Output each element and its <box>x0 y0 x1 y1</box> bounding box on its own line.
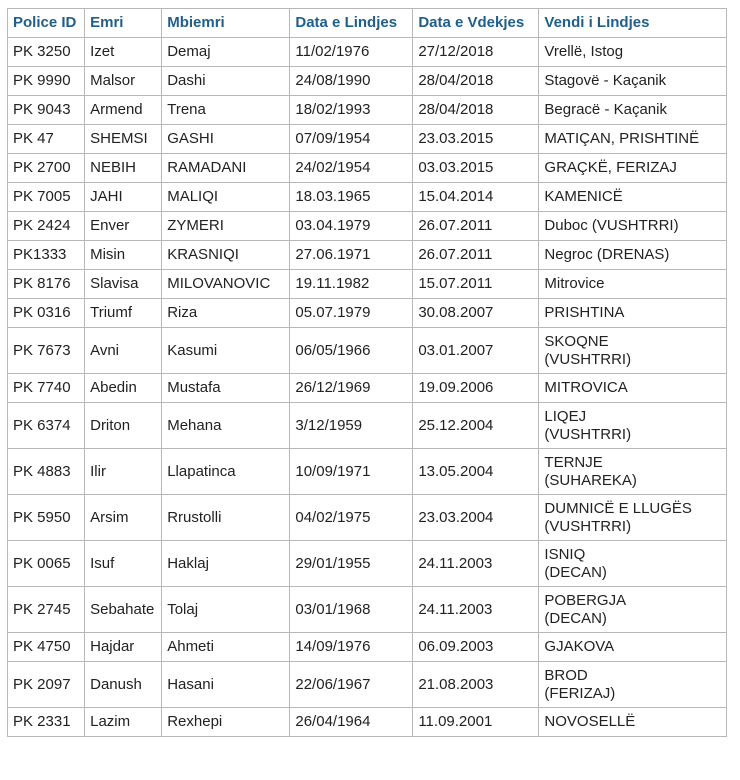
table-row <box>8 708 727 737</box>
cell-mbiemri: Riza <box>162 299 290 328</box>
cell-vendi-lindjes <box>539 374 727 403</box>
cell-police-id: PK1333 <box>8 241 85 270</box>
cell-vendi-lindjes <box>539 270 727 299</box>
cell-data-vdekjes: 23.03.2015 <box>413 125 539 154</box>
cell-mbiemri: GASHI <box>162 125 290 154</box>
cell-police-id: PK 4883 <box>8 449 85 495</box>
cell-police-id: PK 5950 <box>8 495 85 541</box>
place-line: Begracë - Kaçanik <box>544 101 667 118</box>
cell-police-id: PK 2331 <box>8 708 85 737</box>
place-line: Vrellë, Istog <box>544 43 624 60</box>
cell-police-id: PK 9990 <box>8 67 85 96</box>
cell-emri: Misin <box>85 241 162 270</box>
place-line: (VUSHTRRI) <box>544 350 632 368</box>
place-line: Stagovë - Kaçanik <box>544 72 667 89</box>
cell-mbiemri: ZYMERI <box>162 212 290 241</box>
table-row <box>8 662 727 708</box>
table-row <box>8 328 727 374</box>
place-line: Duboc (VUSHTRRI) <box>544 217 679 234</box>
cell-emri: Slavisa <box>85 270 162 299</box>
cell-data-vdekjes: 03.01.2007 <box>413 328 539 374</box>
cell-vendi-lindjes <box>539 541 727 587</box>
cell-police-id: PK 7673 <box>8 328 85 374</box>
cell-data-lindjes: 18/02/1993 <box>290 96 413 125</box>
cell-data-vdekjes: 15.04.2014 <box>413 183 539 212</box>
cell-vendi-lindjes <box>539 125 727 154</box>
cell-data-lindjes: 10/09/1971 <box>290 449 413 495</box>
table-row <box>8 299 727 328</box>
cell-emri: Izet <box>85 38 162 67</box>
cell-data-lindjes: 05.07.1979 <box>290 299 413 328</box>
cell-data-lindjes: 18.03.1965 <box>290 183 413 212</box>
cell-data-vdekjes: 03.03.2015 <box>413 154 539 183</box>
cell-data-vdekjes: 27/12/2018 <box>413 38 539 67</box>
cell-mbiemri: Dashi <box>162 67 290 96</box>
table-row <box>8 495 727 541</box>
cell-data-lindjes: 22/06/1967 <box>290 662 413 708</box>
cell-police-id: PK 4750 <box>8 633 85 662</box>
table-row <box>8 270 727 299</box>
cell-police-id: PK 7740 <box>8 374 85 403</box>
cell-vendi-lindjes <box>539 212 727 241</box>
table-row <box>8 403 727 449</box>
header-vendi-lindjes: Vendi i Lindjes <box>539 9 727 38</box>
cell-vendi-lindjes <box>539 154 727 183</box>
cell-mbiemri: Ahmeti <box>162 633 290 662</box>
cell-emri: Driton <box>85 403 162 449</box>
cell-mbiemri: Llapatinca <box>162 449 290 495</box>
header-police-id: Police ID <box>8 9 85 38</box>
table-row <box>8 633 727 662</box>
place-line: (VUSHTRRI) <box>544 517 632 535</box>
place-line: (DECAN) <box>544 609 607 627</box>
table-row <box>8 241 727 270</box>
table-row <box>8 449 727 495</box>
place-line: POBERGJA <box>544 591 627 609</box>
cell-data-lindjes: 26/12/1969 <box>290 374 413 403</box>
cell-data-vdekjes: 30.08.2007 <box>413 299 539 328</box>
cell-data-vdekjes: 25.12.2004 <box>413 403 539 449</box>
cell-mbiemri: KRASNIQI <box>162 241 290 270</box>
cell-data-lindjes: 03/01/1968 <box>290 587 413 633</box>
place-line: (VUSHTRRI) <box>544 425 632 443</box>
place-line: Negroc (DRENAS) <box>544 246 670 263</box>
cell-data-vdekjes: 28/04/2018 <box>413 96 539 125</box>
cell-vendi-lindjes <box>539 587 727 633</box>
cell-vendi-lindjes <box>539 96 727 125</box>
cell-emri: Arsim <box>85 495 162 541</box>
place-line: KAMENICË <box>544 188 623 205</box>
cell-data-vdekjes: 19.09.2006 <box>413 374 539 403</box>
cell-police-id: PK 47 <box>8 125 85 154</box>
header-emri: Emri <box>85 9 162 38</box>
cell-vendi-lindjes <box>539 328 727 374</box>
cell-mbiemri: Kasumi <box>162 328 290 374</box>
cell-police-id: PK 2097 <box>8 662 85 708</box>
cell-data-lindjes: 04/02/1975 <box>290 495 413 541</box>
table-row <box>8 212 727 241</box>
cell-emri: Malsor <box>85 67 162 96</box>
table-row <box>8 96 727 125</box>
cell-data-vdekjes: 24.11.2003 <box>413 587 539 633</box>
cell-mbiemri: Hasani <box>162 662 290 708</box>
cell-mbiemri: Mustafa <box>162 374 290 403</box>
place-line: PRISHTINA <box>544 304 625 321</box>
cell-vendi-lindjes <box>539 241 727 270</box>
place-line: GJAKOVA <box>544 638 615 655</box>
cell-data-vdekjes: 11.09.2001 <box>413 708 539 737</box>
cell-mbiemri: RAMADANI <box>162 154 290 183</box>
cell-emri: Avni <box>85 328 162 374</box>
table-row <box>8 125 727 154</box>
cell-data-lindjes: 24/02/1954 <box>290 154 413 183</box>
cell-police-id: PK 3250 <box>8 38 85 67</box>
cell-data-lindjes: 11/02/1976 <box>290 38 413 67</box>
cell-vendi-lindjes <box>539 708 727 737</box>
cell-emri: Abedin <box>85 374 162 403</box>
cell-data-lindjes: 26/04/1964 <box>290 708 413 737</box>
cell-mbiemri: MILOVANOVIC <box>162 270 290 299</box>
cell-emri: Isuf <box>85 541 162 587</box>
table-row <box>8 154 727 183</box>
cell-emri: Hajdar <box>85 633 162 662</box>
cell-vendi-lindjes <box>539 299 727 328</box>
cell-data-vdekjes: 24.11.2003 <box>413 541 539 587</box>
cell-data-lindjes: 03.04.1979 <box>290 212 413 241</box>
cell-mbiemri: Tolaj <box>162 587 290 633</box>
header-mbiemri: Mbiemri <box>162 9 290 38</box>
table-row <box>8 587 727 633</box>
place-line: BROD <box>544 666 588 684</box>
cell-mbiemri: Trena <box>162 96 290 125</box>
cell-police-id: PK 8176 <box>8 270 85 299</box>
cell-emri: Sebahate <box>85 587 162 633</box>
place-line: Mitrovice <box>544 275 605 292</box>
table-container <box>7 8 727 737</box>
cell-mbiemri: MALIQI <box>162 183 290 212</box>
cell-data-vdekjes: 06.09.2003 <box>413 633 539 662</box>
cell-emri: Enver <box>85 212 162 241</box>
cell-mbiemri: Rexhepi <box>162 708 290 737</box>
place-line: (SUHAREKA) <box>544 471 637 489</box>
cell-police-id: PK 2745 <box>8 587 85 633</box>
place-line: NOVOSELLË <box>544 713 636 730</box>
cell-data-lindjes: 29/01/1955 <box>290 541 413 587</box>
cell-emri: SHEMSI <box>85 125 162 154</box>
place-line: (FERIZAJ) <box>544 684 616 702</box>
cell-data-lindjes: 19.11.1982 <box>290 270 413 299</box>
cell-mbiemri: Rrustolli <box>162 495 290 541</box>
cell-data-lindjes: 14/09/1976 <box>290 633 413 662</box>
cell-data-lindjes: 24/08/1990 <box>290 67 413 96</box>
cell-vendi-lindjes <box>539 183 727 212</box>
cell-vendi-lindjes <box>539 449 727 495</box>
cell-vendi-lindjes <box>539 495 727 541</box>
table-body <box>8 38 727 737</box>
cell-vendi-lindjes <box>539 662 727 708</box>
police-data-table <box>7 8 727 737</box>
place-line: MATIÇAN, PRISHTINË <box>544 130 700 147</box>
cell-police-id: PK 0065 <box>8 541 85 587</box>
cell-mbiemri: Demaj <box>162 38 290 67</box>
cell-police-id: PK 6374 <box>8 403 85 449</box>
cell-data-vdekjes: 26.07.2011 <box>413 212 539 241</box>
cell-emri: Triumf <box>85 299 162 328</box>
cell-police-id: PK 9043 <box>8 96 85 125</box>
header-data-lindjes: Data e Lindjes <box>290 9 413 38</box>
cell-police-id: PK 2424 <box>8 212 85 241</box>
cell-emri: JAHI <box>85 183 162 212</box>
place-line: DUMNICË E LLUGËS <box>544 499 692 517</box>
place-line: LIQEJ <box>544 407 587 425</box>
cell-mbiemri: Mehana <box>162 403 290 449</box>
cell-data-vdekjes: 21.08.2003 <box>413 662 539 708</box>
cell-data-lindjes: 06/05/1966 <box>290 328 413 374</box>
cell-data-lindjes: 3/12/1959 <box>290 403 413 449</box>
place-line: (DECAN) <box>544 563 607 581</box>
cell-police-id: PK 0316 <box>8 299 85 328</box>
place-line: TERNJE <box>544 453 603 471</box>
cell-data-vdekjes: 15.07.2011 <box>413 270 539 299</box>
cell-police-id: PK 2700 <box>8 154 85 183</box>
cell-mbiemri: Haklaj <box>162 541 290 587</box>
place-line: SKOQNE <box>544 332 609 350</box>
table-row <box>8 38 727 67</box>
table-row <box>8 183 727 212</box>
cell-vendi-lindjes <box>539 38 727 67</box>
cell-data-lindjes: 27.06.1971 <box>290 241 413 270</box>
place-line: GRAÇKË, FERIZAJ <box>544 159 677 176</box>
cell-emri: Ilir <box>85 449 162 495</box>
cell-data-vdekjes: 26.07.2011 <box>413 241 539 270</box>
cell-vendi-lindjes <box>539 67 727 96</box>
cell-vendi-lindjes <box>539 403 727 449</box>
place-line: MITROVICA <box>544 379 628 396</box>
cell-emri: Armend <box>85 96 162 125</box>
place-line: ISNIQ <box>544 545 586 563</box>
header-row <box>8 9 727 38</box>
table-row <box>8 374 727 403</box>
cell-data-vdekjes: 28/04/2018 <box>413 67 539 96</box>
table-row <box>8 67 727 96</box>
cell-data-vdekjes: 13.05.2004 <box>413 449 539 495</box>
cell-data-vdekjes: 23.03.2004 <box>413 495 539 541</box>
cell-data-lindjes: 07/09/1954 <box>290 125 413 154</box>
cell-emri: Danush <box>85 662 162 708</box>
table-row <box>8 541 727 587</box>
cell-emri: NEBIH <box>85 154 162 183</box>
cell-police-id: PK 7005 <box>8 183 85 212</box>
cell-emri: Lazim <box>85 708 162 737</box>
cell-vendi-lindjes <box>539 633 727 662</box>
header-data-vdekjes: Data e Vdekjes <box>413 9 539 38</box>
